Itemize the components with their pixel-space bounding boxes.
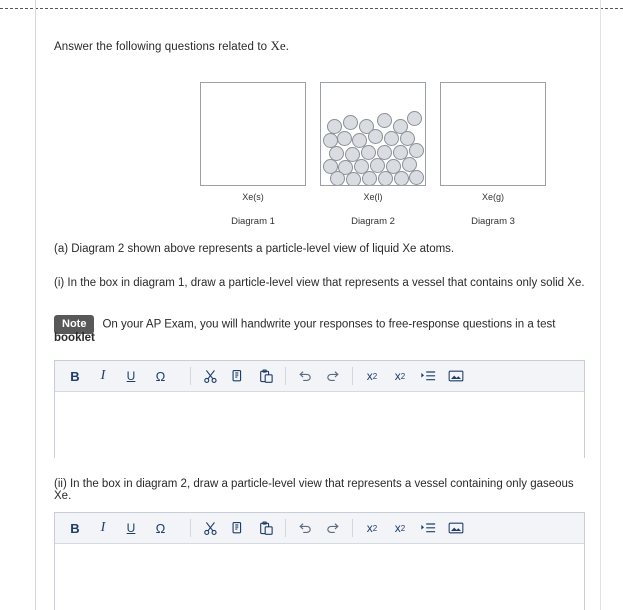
copy-icon[interactable] bbox=[227, 517, 249, 539]
insert-image-icon[interactable] bbox=[445, 517, 467, 539]
superscript-button[interactable]: x 2 bbox=[366, 369, 378, 383]
italic-button[interactable]: I bbox=[100, 368, 106, 383]
right-margin-rule bbox=[600, 0, 601, 610]
note-badge: Note bbox=[54, 315, 94, 334]
paste-icon[interactable] bbox=[255, 365, 277, 387]
intro-symbol: Xe. bbox=[270, 38, 290, 53]
omega-icon: Ω bbox=[155, 520, 166, 536]
note-continuation: booklet bbox=[54, 332, 95, 344]
omega-icon: Ω bbox=[155, 368, 166, 384]
question-part-ii: (ii) In the box in diagram 2, draw a particle-level view that represents a vessel containing only gaseous Xe. bbox=[54, 478, 574, 502]
intro-line bbox=[54, 38, 289, 54]
atom bbox=[343, 115, 358, 130]
cut-icon[interactable] bbox=[199, 365, 221, 387]
atom bbox=[346, 172, 361, 185]
subscript-button[interactable]: x 2 bbox=[394, 369, 406, 383]
toolbar-divider bbox=[190, 367, 191, 385]
diagram-2-phase-label: Xe(l) bbox=[363, 192, 383, 202]
toolbar-divider bbox=[190, 519, 191, 537]
atom bbox=[409, 143, 424, 158]
dashed-tear-line bbox=[0, 8, 623, 9]
special-character-dropdown[interactable] bbox=[148, 517, 182, 539]
subscript-button[interactable]: x 2 bbox=[394, 521, 406, 535]
atom bbox=[384, 131, 399, 146]
atom bbox=[394, 171, 409, 185]
redo-icon[interactable] bbox=[322, 365, 344, 387]
toolbar-divider bbox=[352, 519, 353, 537]
bold-button[interactable]: B bbox=[70, 520, 80, 536]
note-row bbox=[54, 315, 594, 334]
underline-button[interactable]: U bbox=[126, 521, 136, 535]
question-part-a: (a) Diagram 2 shown above represents a particle-level view of liquid Xe atoms. bbox=[54, 243, 455, 255]
italic-button[interactable]: I bbox=[100, 520, 106, 535]
cut-icon[interactable] bbox=[199, 517, 221, 539]
atom bbox=[377, 113, 392, 128]
atom bbox=[378, 171, 393, 185]
editor-1-toolbar bbox=[55, 361, 584, 392]
diagram-1-caption: Diagram 1 bbox=[231, 216, 275, 227]
diagram-3-phase-label: Xe(g) bbox=[481, 192, 504, 202]
diagram-2-caption: Diagram 2 bbox=[351, 216, 395, 227]
diagram-1-canvas[interactable] bbox=[201, 83, 305, 185]
atom bbox=[362, 171, 377, 185]
insert-image-icon[interactable] bbox=[445, 365, 467, 387]
paste-icon[interactable] bbox=[255, 517, 277, 539]
indent-icon[interactable] bbox=[417, 517, 439, 539]
toolbar-divider bbox=[285, 519, 286, 537]
editor-1-textarea[interactable] bbox=[55, 392, 584, 458]
toolbar-divider bbox=[352, 367, 353, 385]
editor-2-toolbar bbox=[55, 513, 584, 544]
atom bbox=[407, 111, 422, 126]
note-text: On your AP Exam, you will handwrite your responses to free-response questions in a test bbox=[102, 318, 556, 331]
intro-text: Answer the following questions related to bbox=[54, 41, 271, 53]
indent-icon[interactable] bbox=[417, 365, 439, 387]
diagram-2-canvas bbox=[321, 83, 425, 185]
atom bbox=[330, 171, 345, 185]
question-part-i: (i) In the box in diagram 1, draw a particle-level view that represents a vessel that contains only solid Xe. bbox=[54, 277, 585, 289]
diagram-3-box bbox=[440, 82, 546, 186]
left-margin-rule bbox=[35, 0, 36, 610]
underline-button[interactable]: U bbox=[126, 369, 136, 383]
response-editor-1[interactable] bbox=[54, 360, 585, 458]
undo-icon[interactable] bbox=[294, 517, 316, 539]
response-editor-2[interactable] bbox=[54, 512, 585, 610]
superscript-button[interactable]: x 2 bbox=[366, 521, 378, 535]
copy-icon[interactable] bbox=[227, 365, 249, 387]
atom bbox=[368, 129, 383, 144]
toolbar-divider bbox=[285, 367, 286, 385]
bold-button[interactable]: B bbox=[70, 368, 80, 384]
redo-icon[interactable] bbox=[322, 517, 344, 539]
atom bbox=[337, 131, 352, 146]
diagram-3-canvas bbox=[441, 83, 545, 185]
diagram-1-phase-label: Xe(s) bbox=[242, 192, 264, 202]
atom bbox=[409, 170, 424, 185]
undo-icon[interactable] bbox=[294, 365, 316, 387]
special-character-dropdown[interactable] bbox=[148, 365, 182, 387]
diagram-3-caption: Diagram 3 bbox=[471, 216, 515, 227]
editor-2-textarea[interactable] bbox=[55, 544, 584, 610]
diagram-2-box bbox=[320, 82, 426, 186]
diagram-1-box[interactable] bbox=[200, 82, 306, 186]
